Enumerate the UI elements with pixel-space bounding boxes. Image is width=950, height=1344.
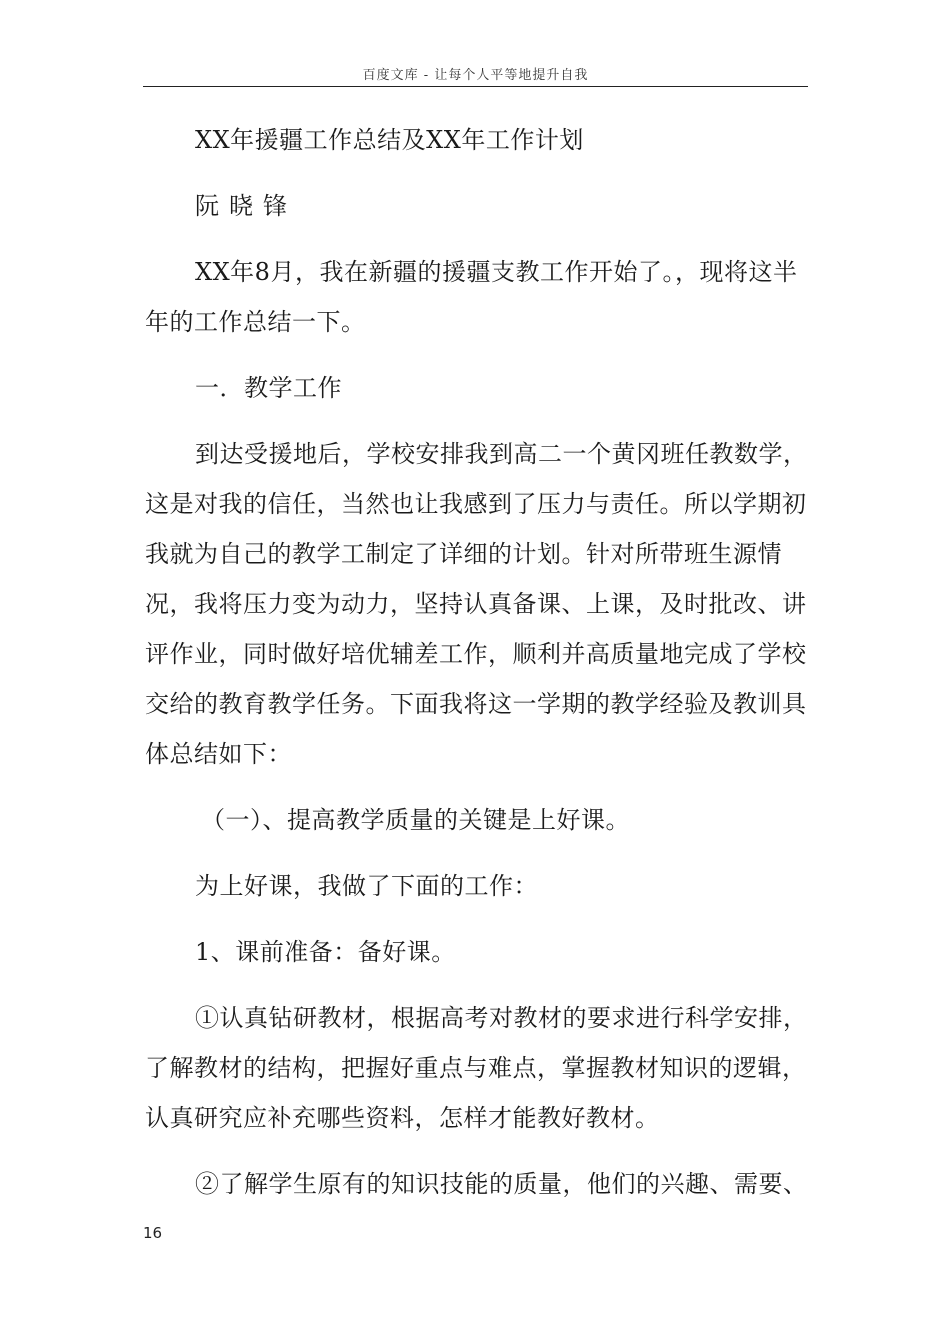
paragraph: 为上好课，我做了下面的工作： (195, 872, 538, 900)
subsection-heading: （一）、提高教学质量的关键是上好课。 (201, 806, 630, 834)
paragraph: ②了解学生原有的知识技能的质量，他们的兴趣、需要、 (195, 1170, 808, 1198)
document-title: XX年援疆工作总结及XX年工作计划 (195, 126, 584, 154)
header-divider (143, 86, 808, 87)
paragraph: 到达受援地后，学校安排我到高二一个黄冈班任教数学，这是对我的信任，当然也让我感到了压力与责任。所以学期初我就为自己的教学工制定了详细的计划。针对所带班生源情况，我将压力变为动力，坚持认真备课、上课，及时批改、讲评作业，同时做好培优辅差工作，顺利并高质量地完成了学校交给的教育教学任务。下面我将这一学期的教学经验及教训具体总结如下： (145, 440, 808, 768)
list-heading: 1、课前准备：备好课。 (195, 938, 456, 966)
paragraph: XX年8月，我在新疆的援疆支教工作开始了。，现将这半年的工作总结一下。 (145, 258, 798, 336)
page-number: 16 (143, 1224, 163, 1242)
section-heading: 一．教学工作 (195, 374, 342, 402)
paragraph: ①认真钻研教材，根据高考对教材的要求进行科学安排，了解教材的结构，把握好重点与难点，掌握教材知识的逻辑，认真研究应补充哪些资料，怎样才能教好教材。 (145, 1004, 808, 1132)
document-body (145, 115, 815, 1225)
document-author: 阮晓锋 (195, 192, 297, 220)
page-header: 百度文库 - 让每个人平等地提升自我 (362, 68, 589, 83)
